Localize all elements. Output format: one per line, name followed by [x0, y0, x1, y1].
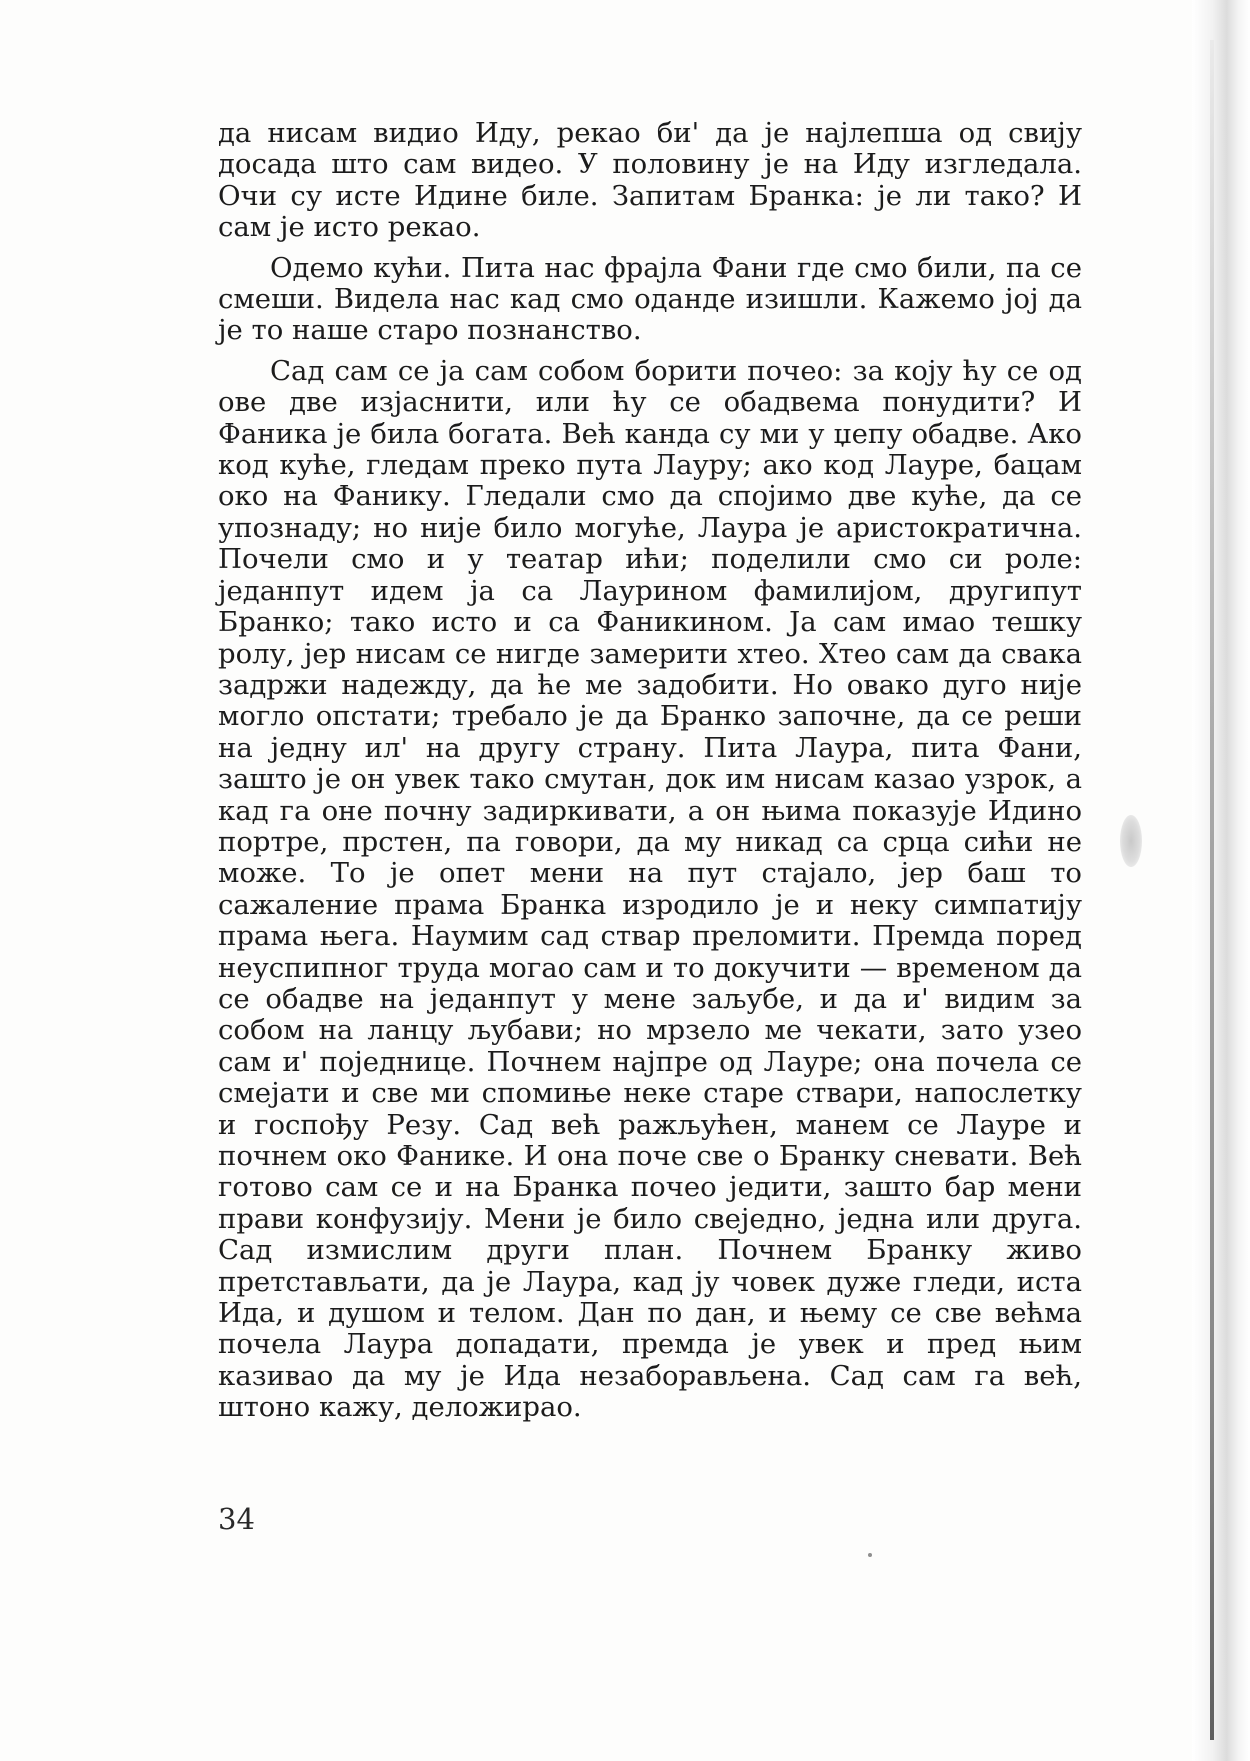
paragraph-1: да нисам видио Иду, рекао би' да је најлепша од свију досада што сам видео. У половину је на Иду изгледала. Очи су исте Идине биле. Запитам Бранка: је ли тако? И сам је исто рекао.: [218, 117, 1082, 244]
paragraph-2: Одемо кући. Пита нас фрајла Фани где смо били, па се смеши. Видела нас кад смо оданде изишли. Кажемо јој да је то наше старо познанство.: [218, 251, 1082, 347]
page-number: 34: [218, 1502, 255, 1536]
body-text: [218, 118, 1082, 1433]
scan-speck: [868, 1553, 872, 1557]
page-binding-edge: [1210, 40, 1214, 1740]
scan-smudge: [1120, 815, 1142, 867]
paragraph-3: Сад сам се ја сам собом борити почео: за коју ћу се од ове две изјаснити, или ћу се обадвема понудити? И Фаника је била богата. Већ канда су ми у џепу обадве. Ако код куће, гледам преко пута Лауру; ако код Лауре, бацам око на Фанику. Гледали смо да спојимо две куће, да се упознаду; но није било могуће, Лаура је аристократична. Почели смо и у театар ићи; поделили смо си роле: једанпут идем ја са Лаурином фамилијом, другипут Бранко; тако исто и са Фаникином. Ја сам имао тешку ролу, јер нисам се нигде замерити хтео. Хтео сам да свака задржи надежду, да ће ме задобити. Но овако дуго није могло опстати; требало је да Бранко започне, да се реши на једну ил' на другу страну. Пита Лаура, пита Фани, зашто је он увек тако смутан, док им нисам казао узрок, а кад га оне почну задиркивати, а он њима показује Идино портре, прстен, па говори, да му никад са срца сићи не може. То је опет мени на пут стајало, јер баш то сажаление прама Бранка изродило је и неку симпатију прама њега. Наумим сад ствар преломити. Премда поред неуспипног труда могао сам и то докучити — временом да се обадве на једанпут у мене заљубе, и да и' видим за собом на ланцу љубави; но мрзело ме чекати, зато узео сам и' поједнице. Почнем најпре од Лауре; она почела се смејати и све ми спомиње неке старе ствари, напослетку и госпођу Резу. Сад већ ражљућен, манем се Лауре и почнем око Фанике. И она поче све о Бранку сневати. Већ готово сам се и на Бранка почео једити, зашто бар мени прави конфузију. Мени је било свеједно, једна или друга. Сад измислим други план. Почнем Бранку живо претстављати, да је Лаура, кад ју човек дуже гледи, иста Ида, и душом и телом. Дан по дан, и њему се све већма почела Лаура допадати, премда је увек и пред њим казивао да му је Ида незаборављена. Сад сам га већ, штоно кажу, деложирао.: [218, 354, 1082, 1424]
page-edge-shadow: [1192, 0, 1250, 1761]
